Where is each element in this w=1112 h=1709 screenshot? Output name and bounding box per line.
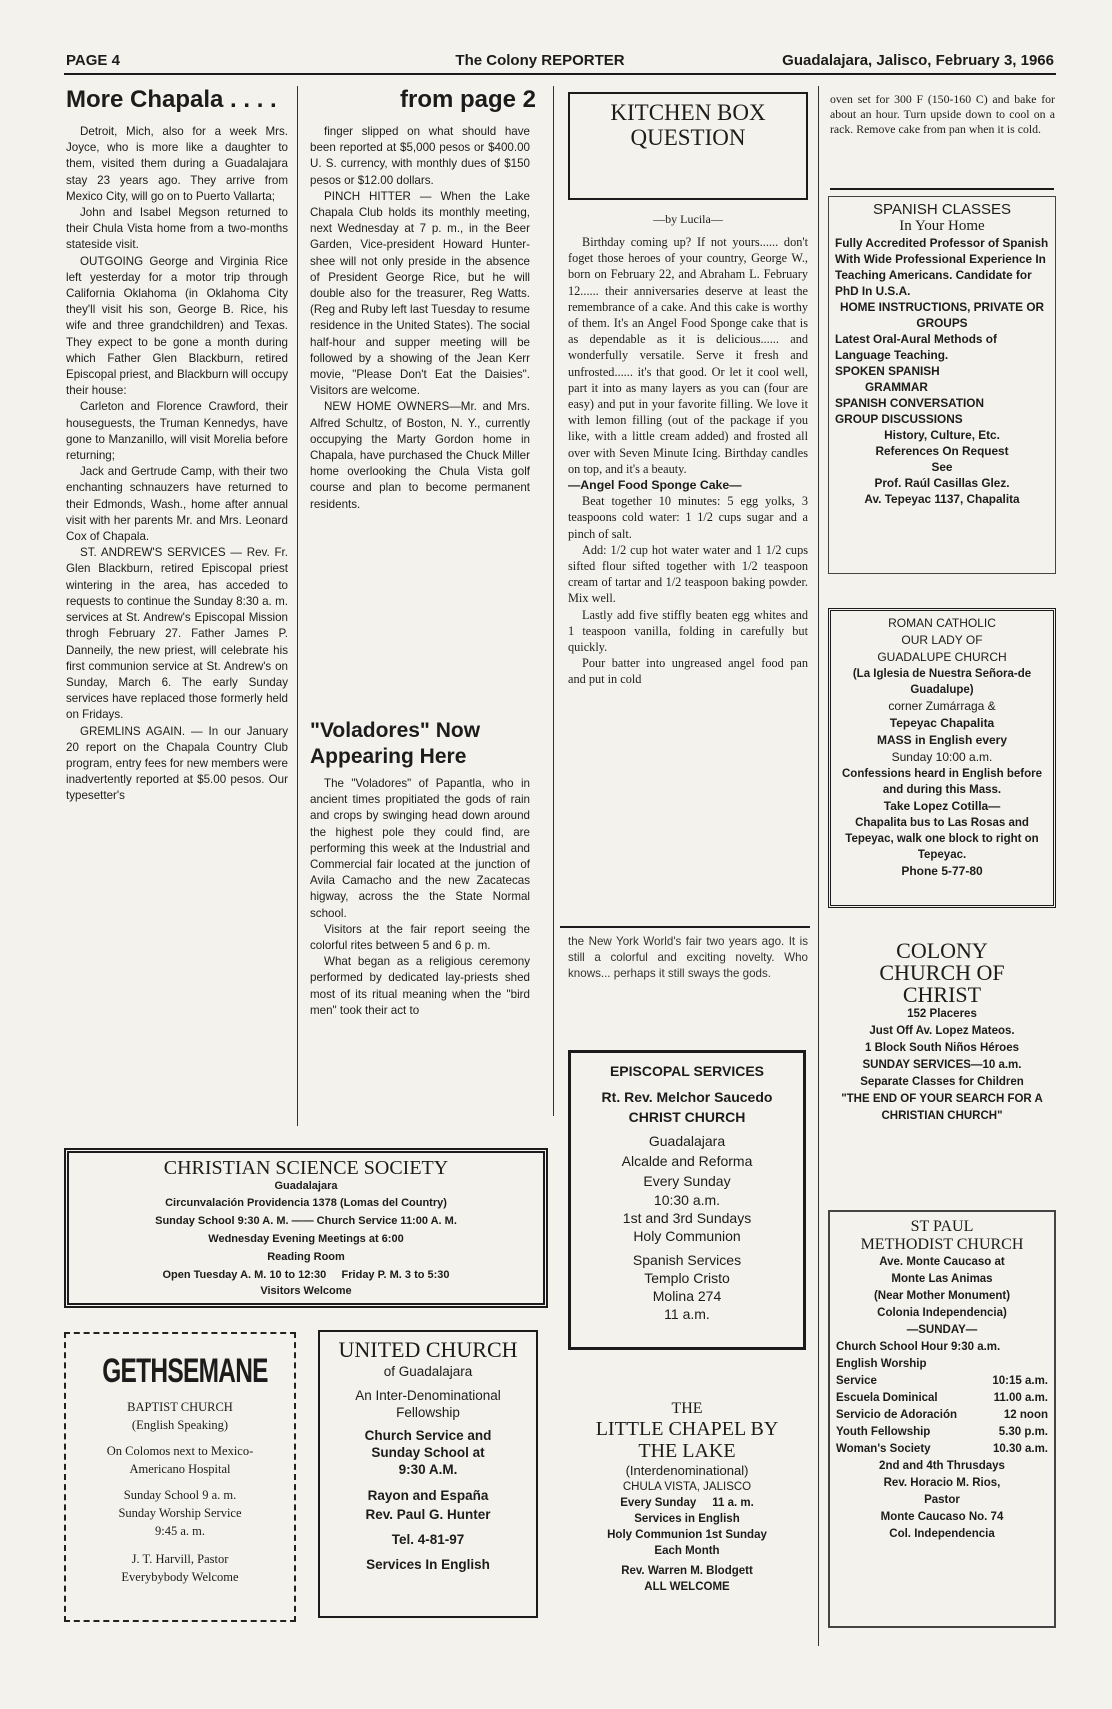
episcopal-line: Templo Cristo [644, 1270, 730, 1286]
united-line: of Guadalajara [383, 1364, 473, 1379]
chapala-paragraph: PINCH HITTER — When the Lake Chapala Club holds its monthly meeting, next Wednesday at 7 p. m., in the Beer Garden, Vice-president Howard Hunter-shee will not only preside in the absence of President George Rice, but he will double also for the treasurer, Reg Watts. (Reg and Ruby left last Tuesday to resume residence in the United States). The social half-hour and supper meeting will be followed by a showing of the Jean Kerr movie, "Please Don't Eat the Daisies". Visitors are welcome. [310, 189, 530, 398]
spanish-classes-ad [828, 196, 1056, 574]
catholic-church-ad [828, 608, 1056, 908]
spanish-line: References On Request [875, 444, 1009, 458]
section-rule [560, 926, 810, 928]
spanish-line: HOME INSTRUCTIONS, PRIVATE OR GROUPS [839, 300, 1045, 330]
catholic-line: GUADALUPE CHURCH [877, 650, 1007, 664]
episcopal-line: Guadalajara [648, 1133, 726, 1149]
catholic-line: OUR LADY OF [901, 633, 983, 647]
christian-science-line: Visitors Welcome [260, 1285, 352, 1297]
schedule-row [836, 1390, 1048, 1407]
christian-science-line: Sunday School 9:30 A. M. —— Church Service 11:00 A. M. [155, 1215, 457, 1227]
episcopal-line: Spanish Services [632, 1252, 742, 1268]
section-rule [830, 188, 1054, 190]
voladores-paragraph: What began as a religious ceremony performed by dedicated lay-priests shed most of its ritual meaning when the "bird men" took their act to [310, 955, 530, 1017]
spanish-line: GROUP DISCUSSIONS [835, 412, 963, 426]
methodist-line: (Near Mother Monument) [873, 1290, 1011, 1302]
catholic-line: (La Iglesia de Nuestra Señora-de Guadalupe) [852, 668, 1032, 696]
kitchen-article [568, 234, 808, 688]
column-divider [297, 86, 298, 1126]
schedule-time: 11.00 a.m. [993, 1392, 1048, 1404]
colony-church-line: 1 Block South Niños Héroes [864, 1042, 1019, 1054]
methodist-line: ST PAUL [910, 1218, 974, 1235]
spanish-line: GRAMMAR [865, 380, 928, 394]
little-chapel-line: Services in English [634, 1513, 740, 1525]
methodist-line: —SUNDAY— [906, 1324, 978, 1336]
little-chapel-title: LITTLE CHAPEL BY THE LAKE [595, 1418, 779, 1462]
little-chapel-line: Each Month [654, 1545, 720, 1557]
united-line: Church Service and Sunday School at [364, 1428, 492, 1460]
schedule-name: Servicio de Adoración [836, 1409, 957, 1421]
schedule-name: Woman's Society [836, 1443, 931, 1455]
chapala-paragraph: Carleton and Florence Crawford, their houseguests, the Truman Kennedys, have gone to Manzanillo, will visit Morelia before returning; [66, 400, 288, 463]
chapala-paragraph: GREMLINS AGAIN. — In our January 20 report on the Chapala Country Club program, entry fees for new members were inadvertently reported at $5.00 pesos. Our typesetter's [66, 724, 288, 803]
kitchen-headline: KITCHEN BOX QUESTION [610, 100, 766, 150]
schedule-time: 10:15 a.m. [992, 1375, 1048, 1387]
kitchen-paragraph: Beat together 10 minutes: 5 egg yolks, 3 teaspoons cold water: 1 1/2 cups sugar and a pinch of salt. [568, 494, 808, 541]
gethsemane-line: (English Speaking) [131, 1418, 229, 1432]
column-divider [553, 86, 554, 1116]
schedule-name: Service [836, 1375, 877, 1387]
little-chapel-line: Rev. Warren M. Blodgett [621, 1565, 753, 1577]
schedule-name: Escuela Dominical [836, 1392, 938, 1404]
episcopal-line: 10:30 a.m. [653, 1192, 721, 1208]
little-chapel-line: THE [671, 1400, 703, 1417]
episcopal-line: Rt. Rev. Melchor Saucedo [601, 1089, 773, 1105]
episcopal-line: Holy Communion [633, 1228, 741, 1244]
united-church-title: UNITED CHURCH [338, 1337, 518, 1362]
gethsemane-line: 9:45 a. m. [155, 1524, 205, 1538]
little-chapel-ad [568, 1400, 806, 1595]
colony-church-line: Just Off Av. Lopez Mateos. [869, 1025, 1015, 1037]
colony-church-line: SUNDAY SERVICES—10 a.m. [862, 1059, 1022, 1071]
chapala-paragraph: ST. ANDREW'S SERVICES — Rev. Fr. Glen Blackburn, retired Episcopal priest wintering in the area, has acceded to requests to continue the Sunday 8:30 a. m. services at St. Andrew's Episcopal Mission throgh February 27. Father James P. Danneily, the new priest, will celebrate his first communion service at St. Andrew's on Sunday, March 6. The early Sunday services have replaced those formerly held on Fridays. [66, 546, 288, 722]
spanish-contact-name: Prof. Raúl Casillas Glez. [874, 476, 1010, 490]
episcopal-line: Molina 274 [652, 1288, 722, 1304]
catholic-line: Chapalita bus to Las Rosas and Tepeyac, walk one block to right on Tepeyac. [845, 817, 1039, 861]
little-chapel-line: CHULA VISTA, JALISCO [622, 1481, 752, 1493]
spanish-line: SPANISH CONVERSATION [835, 396, 985, 410]
catholic-phone: Phone 5-77-80 [901, 864, 983, 878]
episcopal-line: Alcalde and Reforma [621, 1153, 753, 1169]
catholic-line: MASS in English every [876, 733, 1008, 747]
christian-science-line: Open Tuesday A. M. 10 to 12:30 Friday P. M. 3 to 5:30 [162, 1269, 450, 1281]
recipe-title: —Angel Food Sponge Cake— [568, 478, 742, 493]
little-chapel-line: Every Sunday 11 a. m. [620, 1497, 754, 1509]
newspaper-name: The Colony REPORTER [455, 52, 625, 69]
chapala-headline-continued: from page 2 [400, 86, 537, 113]
voladores-continued [568, 934, 808, 983]
voladores-headline: "Voladores" Now Appearing Here [310, 719, 481, 768]
spanish-line: Latest Oral-Aural Methods of Language Teaching. [835, 332, 997, 362]
kitchen-paragraph: Lastly add five stiffly beaten egg whites and 1 teaspoon vanilla, folding in carefully but quickly. [568, 607, 808, 655]
christian-science-line: Reading Room [267, 1251, 345, 1263]
schedule-name: Youth Fellowship [836, 1426, 931, 1438]
schedule-row [836, 1373, 1048, 1390]
voladores-paragraph: The "Voladores" of Papantla, who in ancient times propitiated the gods of rain and crops by swinging head down around the highest pole they could find, are performing this week at the Industrial and Commercial fair located at the junction of Avila Camacho and the new Zacatecas higway, across the the State Normal school. [310, 777, 530, 920]
chapala-paragraph: Jack and Gertrude Camp, with their two enchanting schnauzers have returned to their Edmonds, Wash., home after annual visit with her parents Mr. and Mrs. Leonard Cox of Chapala. [66, 465, 288, 544]
little-chapel-line: ALL WELCOME [644, 1581, 730, 1593]
chapala-paragraph: Detroit, Mich, also for a week Mrs. Joyce, who is more like a daughter to them, visited them during a Guadalajara stay 23 years ago. They arrive from Mexico City, will go on to Puerto Vallarta; [66, 125, 288, 203]
schedule-time: 5.30 p.m. [998, 1426, 1048, 1438]
little-chapel-line: Holy Communion 1st Sunday [607, 1529, 767, 1541]
gethsemane-line: Everybybody Welcome [121, 1570, 239, 1584]
gethsemane-line: Sunday Worship Service [118, 1506, 242, 1520]
catholic-line: corner Zumárraga & [888, 699, 996, 713]
voladores-article [310, 776, 530, 1019]
episcopal-title: EPISCOPAL SERVICES [609, 1063, 765, 1079]
christian-science-line: Wednesday Evening Meetings at 6:00 [208, 1233, 404, 1245]
spanish-line: See [931, 460, 953, 474]
methodist-line: Monte Caucaso No. 74 [880, 1511, 1004, 1523]
page-number: PAGE 4 [66, 52, 120, 69]
methodist-line: METHODIST CHURCH [860, 1236, 1024, 1253]
kitchen-paragraph: Birthday coming up? If not yours...... don't foget those heroes of your country, George W., born on February 22, and Abraham L. February 12...... their anniversaries deserve at least the remembrance of a cake. And this cake is worthy of them. It's an Angel Food Sponge cake that is as dependable as it is delicious...... and wonderfully versatile. Serve it fresh and unfrosted...... it's that good. Or let it cool well, part it into as many layers as you can (four are easy) and put in your favorite filling. We love it with lemon filling (out of the package if you like, with a little cream added) and frosted all over with Seven Minute Icing. Birthday candles on top, and it's a beauty. [568, 235, 808, 476]
masthead-rule [64, 73, 1056, 75]
episcopal-line: 11 a.m. [664, 1306, 710, 1322]
voladores-paragraph: the New York World's fair two years ago. It is still a colorful and exciting novelty. Who knows... perhaps it still sways the gods. [568, 935, 808, 981]
chapala-paragraph: finger slipped on what should have been reported at $5,000 pesos or $400.00 U. S. currency, with monthly dues of $150 pesos or $12.00 dollars. [310, 125, 530, 187]
methodist-line: Rev. Horacio M. Rios, [883, 1477, 1001, 1489]
gethsemane-line: J. T. Harvill, Pastor [131, 1552, 229, 1566]
gethsemane-ad [64, 1332, 296, 1622]
chapala-paragraph: NEW HOME OWNERS—Mr. and Mrs. Alfred Schultz, of Boston, N. Y., currently occupying the Marty Gordon home in Chapala, have purchased the Chuck Miller home overlooking the Chula Vista golf course and plan to become permanent residents. [310, 400, 530, 511]
chapala-headline: More Chapala . . . . [66, 86, 277, 113]
little-chapel-line: (Interdenominational) [625, 1463, 749, 1478]
gethsemane-line: On Colomos next to Mexico-Americano Hospital [106, 1444, 254, 1476]
catholic-line: Tepeyac Chapalita [889, 716, 995, 730]
christian-science-ad [64, 1148, 548, 1308]
chapala-column-2 [310, 124, 530, 513]
spanish-contact-address: Av. Tepeyac 1137, Chapalita [864, 492, 1020, 506]
voladores-paragraph: Visitors at the fair report seeing the colorful rites between 5 and 6 p. m. [310, 922, 530, 953]
united-church-ad [318, 1330, 538, 1618]
schedule-row [836, 1424, 1048, 1441]
kitchen-box-heading [568, 92, 808, 200]
chapala-paragraph: OUTGOING George and Virginia Rice left yesterday for a motor trip through California Oklahoma (in Oklahoma City they'll visit his son, George B. Rice, his wife and three grandchildren) and Texas. They expect to be gone a month during which Father Glen Blackburn, retired Episcopal priest, and Blackburn will occupy their house: [66, 254, 288, 398]
spanish-classes-title: SPANISH CLASSES [872, 201, 1012, 218]
spanish-line: History, Culture, Etc. [884, 428, 1000, 442]
colony-church-line: Separate Classes for Children [860, 1076, 1024, 1088]
methodist-line: 2nd and 4th Thrusdays [879, 1460, 1005, 1472]
kitchen-byline: —by Lucila— [653, 212, 723, 226]
christian-science-line: Circunvalación Providencia 1378 (Lomas del Country) [165, 1197, 447, 1209]
catholic-line: Take Lopez Cotilla— [883, 799, 1001, 813]
united-line: 9:30 A.M. [398, 1462, 458, 1477]
dateline: Guadalajara, Jalisco, February 3, 1966 [782, 52, 1054, 69]
chapala-paragraph: John and Isabel Megson returned to their Chula Vista home from a two-months stateside visit. [66, 206, 288, 252]
christian-science-title: CHRISTIAN SCIENCE SOCIETY [163, 1157, 449, 1179]
gethsemane-line: BAPTIST CHURCH [127, 1400, 233, 1414]
methodist-line: Col. Independencia [889, 1528, 995, 1540]
kitchen-continued [830, 92, 1055, 137]
episcopal-services-ad [568, 1050, 806, 1350]
united-line: An Inter-Denominational Fellowship [355, 1388, 501, 1420]
episcopal-line: 1st and 3rd Sundays [622, 1210, 752, 1226]
schedule-time: 12 noon [1003, 1409, 1048, 1421]
spanish-classes-subtitle: In Your Home [899, 218, 985, 234]
methodist-line: Church School Hour 9:30 a.m. [836, 1341, 1001, 1353]
colony-church-title: COLONY CHURCH OF CHRIST [879, 938, 1005, 1007]
united-line: Rev. Paul G. Hunter [365, 1507, 491, 1522]
christian-science-line: Guadalajara [274, 1180, 338, 1192]
episcopal-line: Every Sunday [643, 1173, 731, 1189]
gethsemane-title: GETHSEMANE [102, 1352, 268, 1390]
episcopal-line: CHRIST CHURCH [628, 1109, 746, 1125]
methodist-line: Colonia Independencia) [877, 1307, 1007, 1319]
united-line: Rayon and España [367, 1488, 489, 1503]
catholic-line: Sunday 10:00 a.m. [891, 750, 993, 764]
colony-church-ad [828, 940, 1056, 1125]
united-line: Services In English [366, 1557, 490, 1572]
methodist-line: Ave. Monte Caucaso at [879, 1256, 1005, 1268]
methodist-line: English Worship [836, 1358, 927, 1370]
methodist-church-ad [828, 1210, 1056, 1628]
catholic-line: Confessions heard in English before and during this Mass. [841, 768, 1042, 796]
schedule-row [836, 1407, 1048, 1424]
catholic-line: ROMAN CATHOLIC [888, 616, 996, 630]
methodist-line: Pastor [924, 1494, 960, 1506]
kitchen-paragraph: Add: 1/2 cup hot water water and 1 1/2 cups sifted flour sifted together with 1/2 teaspoon cream of tartar and 1/2 teaspoon baking powder. Mix well. [568, 542, 808, 606]
colony-church-slogan: "THE END OF YOUR SEARCH FOR A CHRISTIAN CHURCH" [841, 1093, 1043, 1122]
chapala-column-1 [66, 124, 288, 805]
united-line: Tel. 4-81-97 [391, 1532, 465, 1547]
spanish-line: SPOKEN SPANISH [835, 364, 940, 378]
schedule-time: 10.30 a.m. [993, 1443, 1048, 1455]
spanish-qualifications: Fully Accredited Professor of Spanish With Wide Professional Experience In Teaching Americans. Candidate for PhD In U.S.A. [835, 236, 1049, 298]
gethsemane-line: Sunday School 9 a. m. [123, 1488, 237, 1502]
schedule-row [836, 1441, 1048, 1458]
colony-church-line: 152 Placeres [907, 1008, 977, 1020]
kitchen-paragraph: Pour batter into ungreased angel food pan and put in cold [568, 656, 808, 687]
methodist-line: Monte Las Animas [891, 1273, 993, 1285]
column-divider [818, 86, 819, 1646]
kitchen-paragraph: oven set for 300 F (150-160 C) and bake for about an hour. Turn upside down to cool on a rack. Remove cake from pan when it is cold. [830, 92, 1055, 136]
